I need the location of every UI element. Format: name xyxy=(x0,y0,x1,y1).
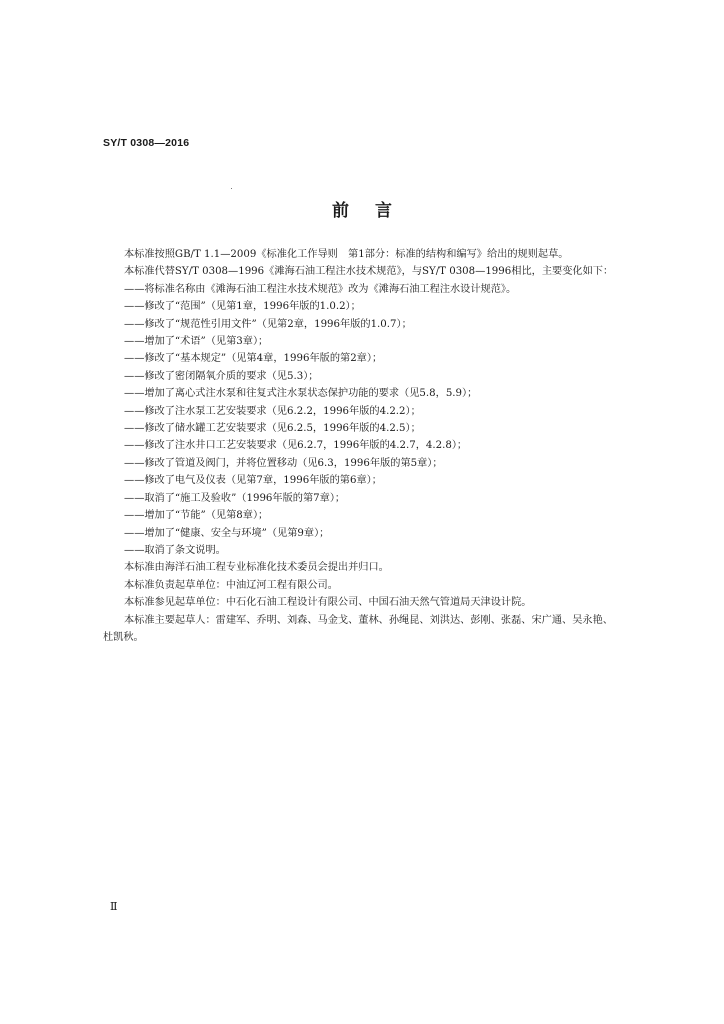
list-item: ——修改了“规范性引用文件”（见第2章，1996年版的1.0.7）； xyxy=(124,318,412,330)
foreword-body xyxy=(103,246,623,646)
scan-speck xyxy=(231,188,232,189)
list-item: ——修改了密闭隔氧介质的要求（见5.3）； xyxy=(124,370,319,382)
intro-paragraph: 本标准代替SY/T 0308—1996《滩海石油工程注水技术规范》，与SY/T 0308—1996相比，主要变化如下： xyxy=(124,266,614,278)
list-item: ——修改了注水泵工艺安装要求（见6.2.2，1996年版的4.2.2）； xyxy=(124,405,421,417)
list-item: ——修改了注水井口工艺安装要求（见6.2.7，1996年版的4.2.7，4.2.8）； xyxy=(124,440,468,452)
list-item: ——增加了“节能”（见第8章）； xyxy=(124,510,269,522)
closing-paragraph: 本标准主要起草人：雷建军、乔明、刘森、马金戈、董林、孙绳昆、刘洪达、彭刚、张磊、宋广通、吴永艳、杜凯秋。 xyxy=(103,614,613,643)
list-item: ——取消了条文说明。 xyxy=(124,544,226,556)
list-item: ——修改了“范围”（见第1章，1996年版的1.0.2）； xyxy=(124,301,361,313)
changes-list xyxy=(103,281,623,560)
page-number: Ⅱ xyxy=(110,901,118,913)
list-item: ——将标准名称由《滩海石油工程注水技术规范》改为《滩海石油工程注水设计规范》。 xyxy=(124,283,517,295)
list-item: ——增加了离心式注水泵和往复式注水泵状态保护功能的要求（见5.8，5.9）； xyxy=(124,388,478,400)
list-item: ——修改了储水罐工艺安装要求（见6.2.5，1996年版的4.2.5）； xyxy=(124,423,421,435)
standard-code-header: SY/T 0308—2016 xyxy=(103,137,190,149)
closing-paragraph: 本标准由海洋石油工程专业标准化技术委员会提出并归口。 xyxy=(124,562,389,574)
closing-paragraph: 本标准参见起草单位：中石化石油工程设计有限公司、中国石油天然气管道局天津设计院。 xyxy=(124,597,532,609)
list-item: ——修改了“基本规定”（见第4章，1996年版的第2章）； xyxy=(124,353,383,365)
list-item: ——增加了“术语”（见第3章）； xyxy=(124,336,269,348)
list-item: ——修改了电气及仪表（见第7章，1996年版的第6章）； xyxy=(124,475,382,487)
page-title: 前言 xyxy=(332,201,418,221)
list-item: ——取消了“施工及验收”（1996年版的第7章）； xyxy=(124,492,346,504)
closing-paragraph: 本标准负责起草单位：中油辽河工程有限公司。 xyxy=(124,579,338,591)
list-item: ——增加了“健康、安全与环境”（见第9章）； xyxy=(124,527,330,539)
list-item: ——修改了管道及阀门，并将位置移动（见6.3，1996年版的第5章）； xyxy=(124,457,443,469)
intro-paragraph: 本标准按照GB/T 1.1—2009《标准化工作导则 第1部分：标准的结构和编写》给出的规则起草。 xyxy=(124,249,569,260)
